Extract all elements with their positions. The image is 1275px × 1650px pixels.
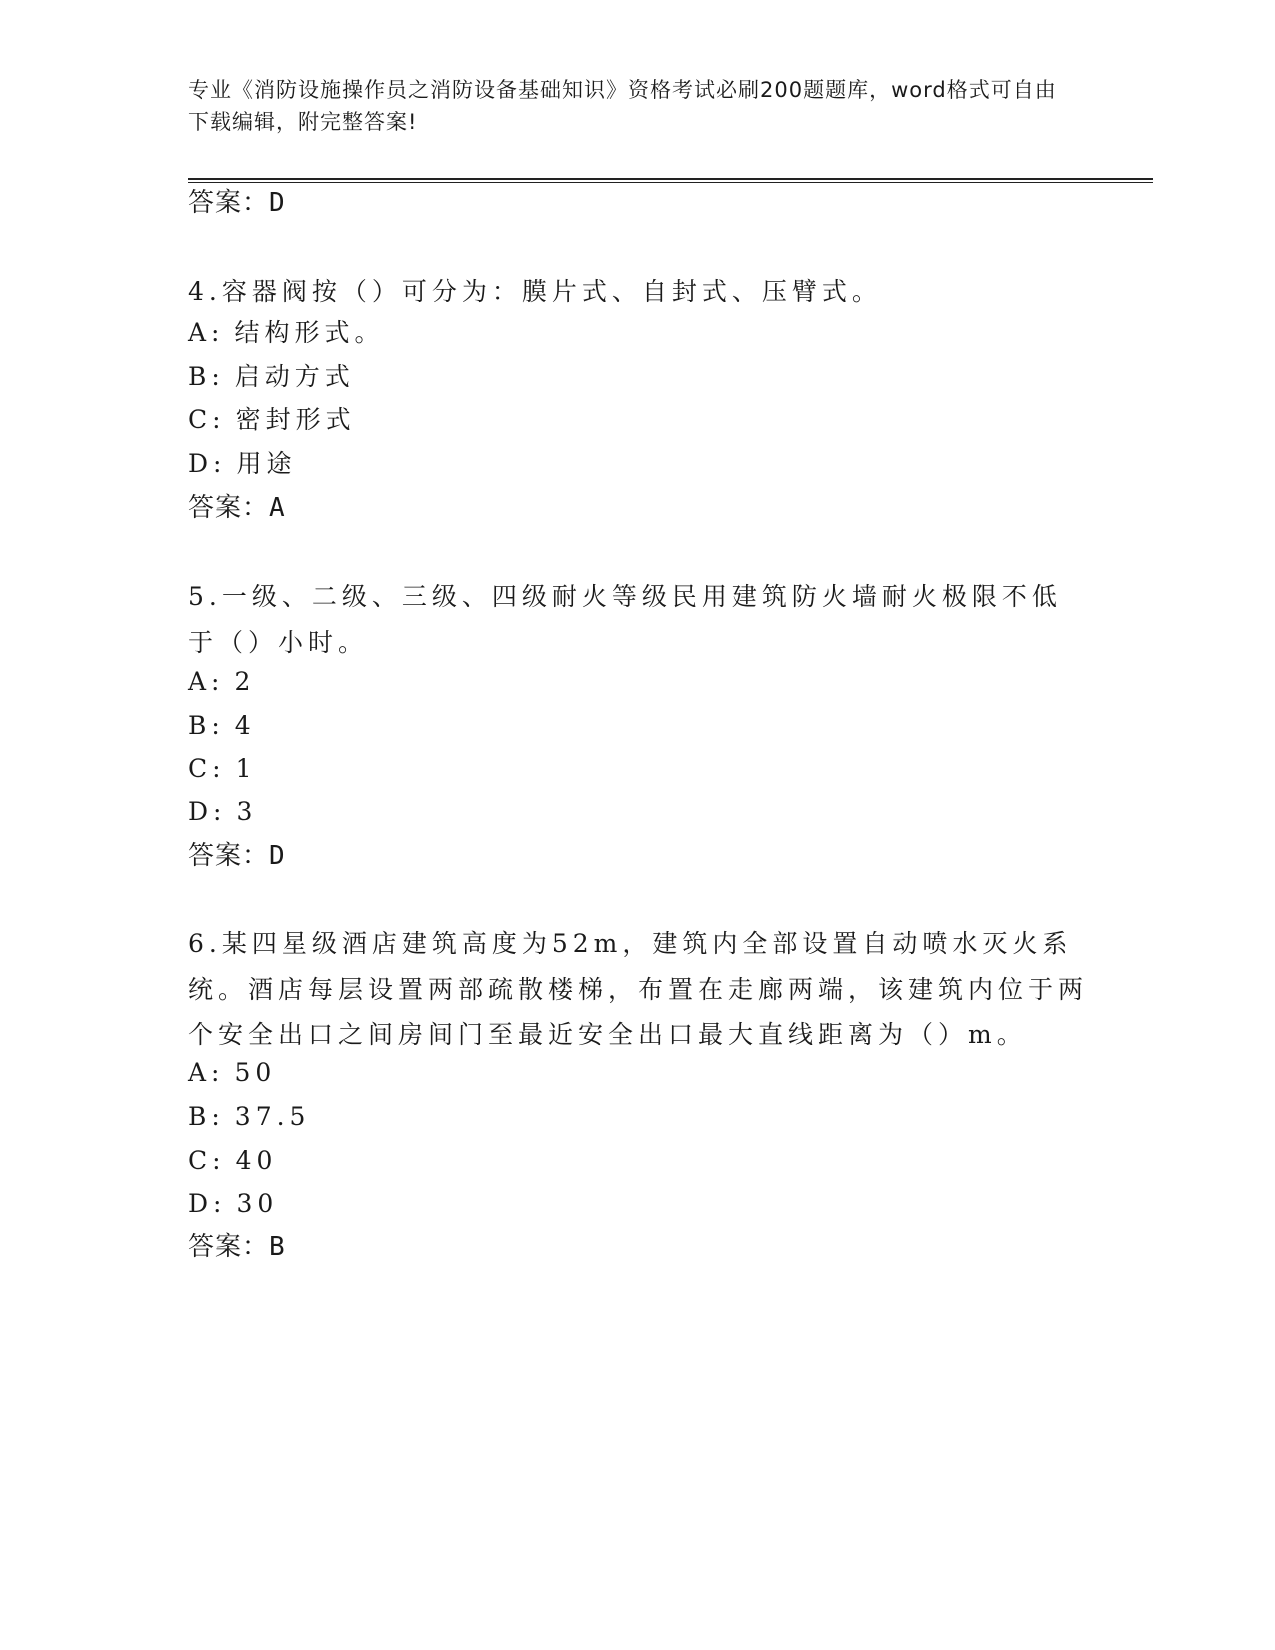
question-5: 5.一级、二级、三级、四级耐火等级民用建筑防火墙耐火极限不低于（）小时。	[188, 582, 1062, 657]
option-a	[188, 665, 255, 699]
option-text: 启动方式	[234, 362, 355, 391]
option-text: 50	[234, 1058, 277, 1087]
option-letter: B:	[188, 362, 225, 391]
option-a	[188, 1056, 276, 1090]
option-d	[188, 1187, 278, 1221]
option-b	[188, 1100, 310, 1134]
option-text: 1	[235, 754, 257, 783]
option-letter: A:	[188, 318, 225, 347]
option-c	[188, 403, 356, 437]
answer-line	[188, 839, 286, 873]
option-letter: D:	[188, 797, 227, 826]
document-header: 专业《消防设施操作员之消防设备基础知识》资格考试必刷200题题库，word格式可自由下载编辑，附完整答案!	[188, 78, 1057, 134]
answer-value: A	[269, 493, 286, 523]
option-letter: B:	[188, 711, 225, 740]
option-c	[188, 1144, 277, 1178]
option-letter: C:	[188, 405, 226, 434]
option-text: 密封形式	[235, 405, 356, 434]
answer-value: D	[269, 841, 286, 871]
answer-line	[188, 186, 286, 220]
option-a	[188, 316, 385, 350]
option-letter: A:	[188, 667, 225, 696]
header-divider	[188, 178, 1153, 183]
option-text: 30	[236, 1189, 279, 1218]
answer-label: 答案：	[188, 1232, 270, 1262]
option-text: 用途	[236, 449, 297, 478]
option-letter: B:	[188, 1102, 225, 1131]
option-c	[188, 752, 256, 786]
option-letter: D:	[188, 449, 227, 478]
answer-line	[188, 491, 286, 525]
answer-value: D	[269, 188, 286, 218]
question-6: 6.某四星级酒店建筑高度为52m，建筑内全部设置自动喷水灭火系统。酒店每层设置两部疏散楼梯，布置在走廊两端，该建筑内位于两个安全出口之间房间门至最近安全出口最大直线距离为（）m。	[188, 929, 1089, 1049]
option-b	[188, 360, 355, 394]
answer-line	[188, 1230, 286, 1264]
option-text: 37.5	[234, 1102, 311, 1131]
option-b	[188, 709, 256, 743]
answer-value: B	[269, 1232, 286, 1262]
option-letter: D:	[188, 1189, 227, 1218]
option-text: 4	[234, 711, 256, 740]
option-d	[188, 795, 257, 829]
option-text: 结构形式。	[234, 318, 385, 347]
question-4: 4.容器阀按（）可分为：膜片式、自封式、压臂式。	[188, 277, 882, 306]
answer-label: 答案：	[188, 188, 270, 218]
option-text: 3	[236, 797, 258, 826]
answer-label: 答案：	[188, 493, 270, 523]
option-text: 2	[234, 667, 256, 696]
option-d	[188, 447, 296, 481]
option-letter: C:	[188, 754, 226, 783]
option-letter: C:	[188, 1146, 226, 1175]
option-letter: A:	[188, 1058, 225, 1087]
option-text: 40	[235, 1146, 278, 1175]
answer-label: 答案：	[188, 841, 270, 871]
